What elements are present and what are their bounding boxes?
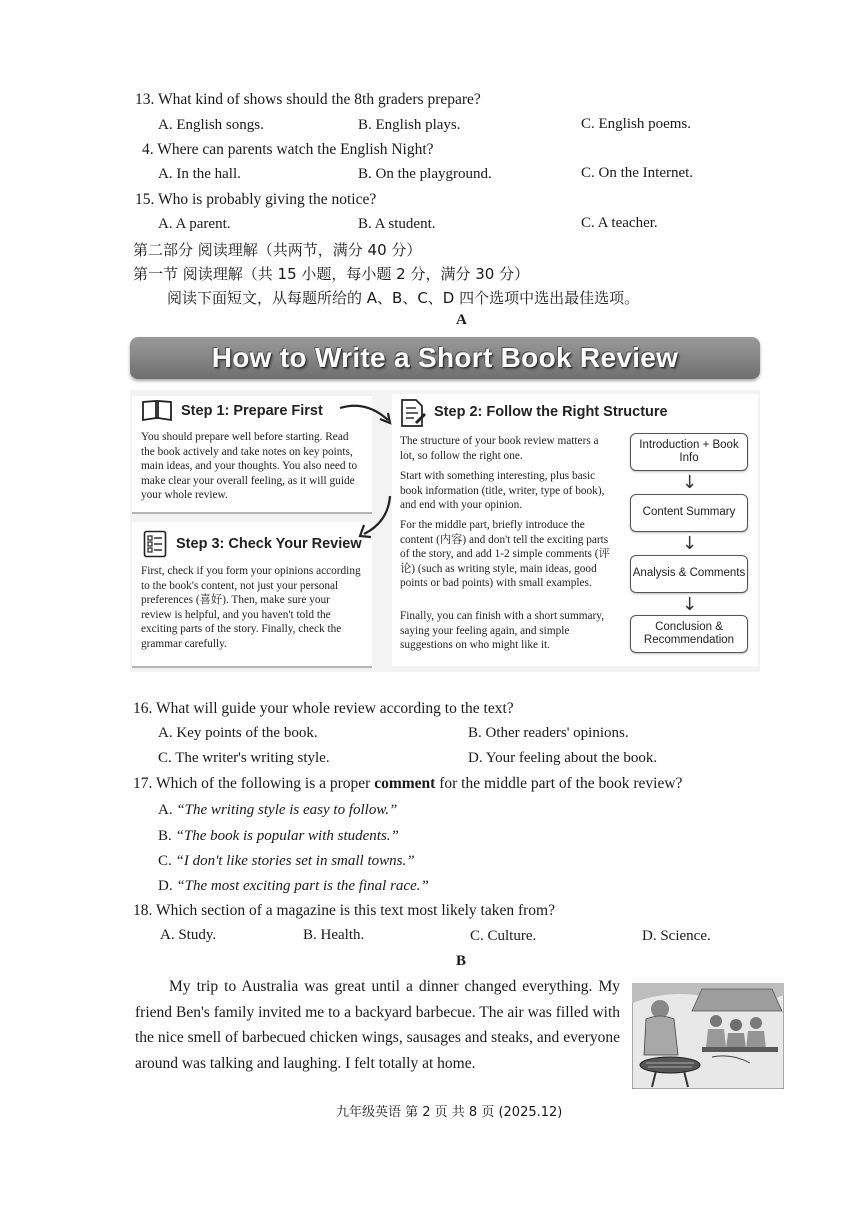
checklist-icon [143, 530, 167, 563]
section-one-title: 第一节 阅读理解（共 15 小题，每小题 2 分，满分 30 分） [133, 265, 530, 283]
q17-option-b[interactable] [158, 828, 399, 845]
arrow-down-icon: ↓ [682, 594, 698, 615]
question-13-stem: 13. What kind of shows should the 8th graders prepare? [135, 91, 481, 108]
flow-label-content-summary: Content Summary [642, 506, 736, 519]
q13-option-a[interactable]: A. English songs. [158, 117, 264, 133]
q18-option-c[interactable]: C. Culture. [470, 928, 537, 944]
q16-option-c[interactable]: C. The writer's writing style. [158, 750, 330, 766]
q17-option-c-letter: C. [158, 853, 176, 869]
document-edit-icon [400, 398, 426, 433]
infographic-title-bar [130, 337, 760, 379]
q17-option-b-text: “The book is popular with students.” [175, 828, 399, 844]
step2-start: Start with something interesting, plus basic book information (title, writer, type of book), and end with your opinion. [400, 470, 605, 512]
passage-a-label: A [456, 312, 467, 328]
question-17-stem [133, 775, 682, 793]
q17-option-c[interactable] [158, 853, 415, 870]
q15-option-a[interactable]: A. A parent. [158, 216, 231, 232]
q13-option-c[interactable]: C. English poems. [581, 116, 692, 132]
passage-b-body: My trip to Australia was great until a dinner changed everything. My friend Ben's family invited me to a backyard barbecue. The air was filled with the nice smell of barbecued chicken wings, sausages and steaks, and everyone around was talking and laughing. I felt totally at home. [135, 978, 620, 1072]
question-14-stem: 4. Where can parents watch the English Night? [142, 141, 434, 158]
q17-stem-end: for the middle part of the book review? [435, 775, 683, 792]
step1-text: You should prepare well before starting. Read the book actively and take notes on key points, main ideas, and your thoughts. You also need to make clear your overall feeling, as it will guide your whole review. [141, 431, 358, 502]
q16-option-d[interactable]: D. Your feeling about the book. [468, 750, 658, 766]
part-two-title: 第二部分 阅读理解（共两节，满分 40 分） [133, 241, 422, 259]
passage-b-label: B [456, 953, 467, 969]
q16-option-a[interactable]: A. Key points of the book. [158, 725, 318, 741]
arrow-down-icon: ↓ [682, 472, 698, 493]
flow-label-introduction: Introduction + Book Info [639, 438, 739, 464]
step2-heading: Step 2: Follow the Right Structure [434, 404, 668, 420]
q15-option-b[interactable]: B. A student. [358, 216, 436, 232]
flow-label-analysis: Analysis & Comments [632, 567, 746, 580]
q17-option-b-letter: B. [158, 828, 176, 844]
step2-intro: The structure of your book review matters a lot, so follow the right one. [400, 435, 599, 462]
book-open-icon [141, 399, 173, 428]
step3-heading: Step 3: Check Your Review [176, 536, 362, 552]
q17-option-a-text: “The writing style is easy to follow.” [176, 802, 398, 818]
q14-option-b[interactable]: B. On the playground. [358, 166, 492, 182]
question-15-stem: 15. Who is probably giving the notice? [135, 191, 377, 208]
q18-option-d[interactable]: D. Science. [642, 928, 711, 944]
barbecue-illustration [632, 983, 784, 1094]
q13-option-b[interactable]: B. English plays. [358, 117, 461, 133]
q18-option-a[interactable]: A. Study. [160, 927, 217, 943]
reading-instruction: 阅读下面短文，从每题所给的 A、B、C、D 四个选项中选出最佳选项。 [167, 289, 640, 307]
question-18-stem: 18. Which section of a magazine is this text most likely taken from? [133, 902, 555, 919]
passage-b-text [135, 974, 620, 1076]
q14-option-c[interactable]: C. On the Internet. [581, 165, 694, 181]
arrow-down-icon: ↓ [682, 533, 698, 554]
q17-option-d[interactable] [158, 878, 429, 895]
step2-finally: Finally, you can finish with a short summary, saying your feeling again, and simple suggestions on who might like it. [400, 610, 605, 652]
step2-middle: For the middle part, briefly introduce the content (内容) and don't tell the exciting parts of the story, and add 1-2 simple comments (评论) (such as writing style, main ideas, good points or bad points) with small examples. [400, 519, 610, 590]
flow-box-analysis [630, 555, 748, 593]
step3-text: First, check if you form your opinions according to the book's content, not just your personal preferences (喜好). Then, make sure your review is helpful, and you haven't told the exciting parts of the story. Finally, check the grammar carefully. [141, 565, 361, 650]
flow-box-content-summary [630, 494, 748, 532]
q17-option-a-letter: A. [158, 802, 177, 818]
flow-box-introduction [630, 433, 748, 471]
q17-stem-keyword: comment [374, 775, 436, 792]
q17-stem-start: 17. Which of the following is a proper [133, 775, 375, 792]
question-16-stem: 16. What will guide your whole review according to the text? [133, 700, 514, 717]
q17-option-d-text: “The most exciting part is the final race.” [176, 878, 429, 894]
q16-option-b[interactable]: B. Other readers' opinions. [468, 725, 629, 741]
q17-option-c-text: “I don't like stories set in small towns.” [175, 853, 415, 869]
flow-box-conclusion [630, 615, 748, 653]
q14-option-a[interactable]: A. In the hall. [158, 166, 241, 182]
q17-option-d-letter: D. [158, 878, 177, 894]
q18-option-b[interactable]: B. Health. [303, 927, 365, 943]
page-footer: 九年级英语 第 2 页 共 8 页 (2025.12) [336, 1105, 563, 1120]
step1-heading: Step 1: Prepare First [181, 403, 323, 419]
curved-arrow-right-icon [338, 402, 396, 433]
flow-label-conclusion: Conclusion & Recommendation [643, 620, 735, 646]
q17-option-a[interactable] [158, 802, 397, 819]
q15-option-c[interactable]: C. A teacher. [581, 215, 658, 231]
infographic-title: How to Write a Short Book Review [211, 342, 679, 373]
